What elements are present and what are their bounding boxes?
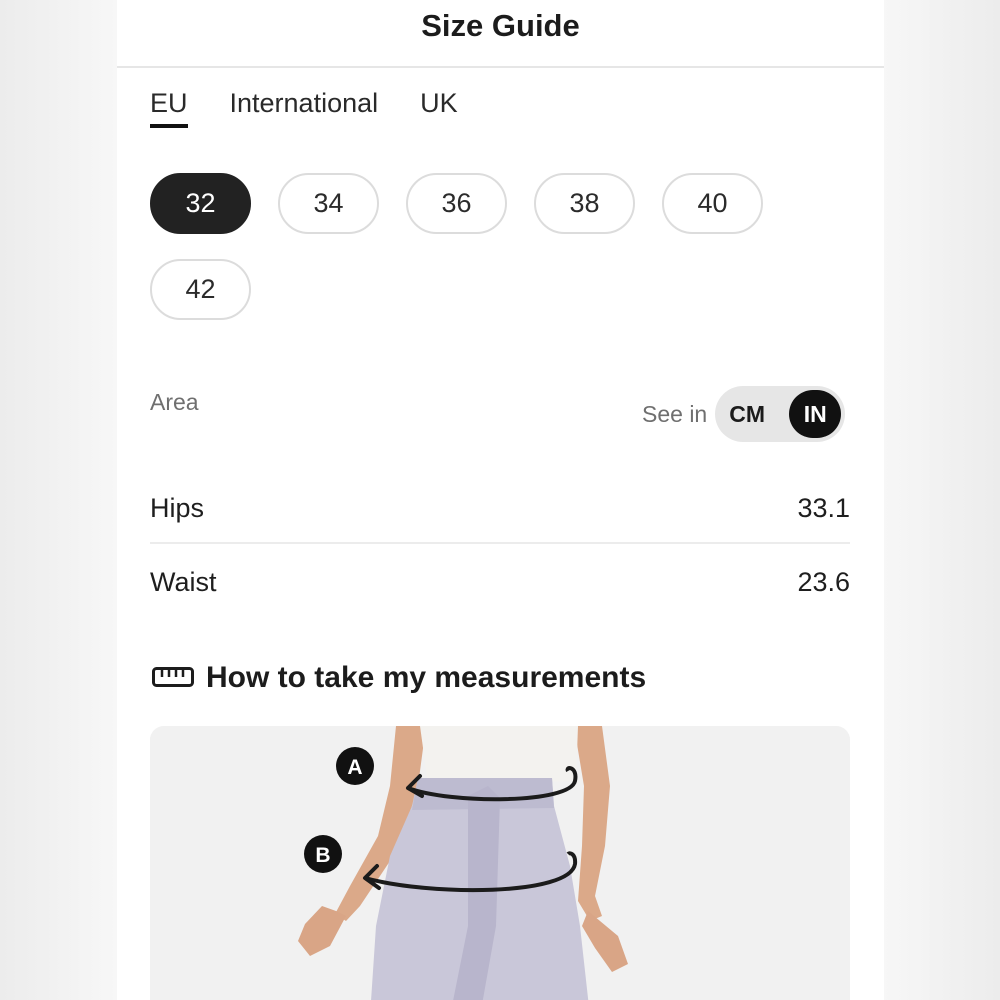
measurement-value: 23.6 xyxy=(797,566,850,597)
size-guide-sheet xyxy=(117,0,884,1000)
ruler-icon xyxy=(152,667,194,689)
measurement-value: 33.1 xyxy=(797,492,850,523)
white-top xyxy=(420,726,578,784)
size-option-36[interactable]: 36 xyxy=(406,173,507,234)
measurement-name: Hips xyxy=(150,492,205,523)
size-option-32[interactable]: 32 xyxy=(150,173,251,234)
unit-toggle[interactable] xyxy=(715,386,845,442)
tab-uk[interactable]: UK xyxy=(420,88,458,118)
tab-eu[interactable]: EU xyxy=(150,84,188,128)
measurement-figure-svg xyxy=(150,726,850,1000)
unit-option-in[interactable]: IN xyxy=(789,390,841,438)
see-in-label: See in xyxy=(642,400,708,427)
measurement-row-hips xyxy=(150,474,850,544)
area-label: Area xyxy=(150,389,199,415)
marker-a-label: A xyxy=(347,756,363,779)
backdrop-right xyxy=(883,0,1000,1000)
tab-international[interactable]: International xyxy=(229,88,379,118)
size-option-38[interactable]: 38 xyxy=(534,173,635,234)
size-system-tabs xyxy=(150,84,458,130)
marker-b-label: B xyxy=(315,844,331,867)
measurement-illustration xyxy=(150,726,850,1000)
measurement-name: Waist xyxy=(150,566,217,597)
unit-selector xyxy=(642,386,845,442)
measurement-row-waist xyxy=(150,552,850,612)
how-to-measure-heading xyxy=(152,655,646,701)
how-to-measure-title: How to take my measurements xyxy=(206,661,647,694)
size-option-34[interactable]: 34 xyxy=(278,173,379,234)
sheet-header xyxy=(117,0,884,68)
size-option-42[interactable]: 42 xyxy=(150,259,251,320)
unit-option-cm[interactable]: CM xyxy=(729,400,765,427)
page-title: Size Guide xyxy=(421,8,580,43)
size-options xyxy=(150,173,790,320)
backdrop-left xyxy=(0,0,117,1000)
size-option-40[interactable]: 40 xyxy=(662,173,763,234)
